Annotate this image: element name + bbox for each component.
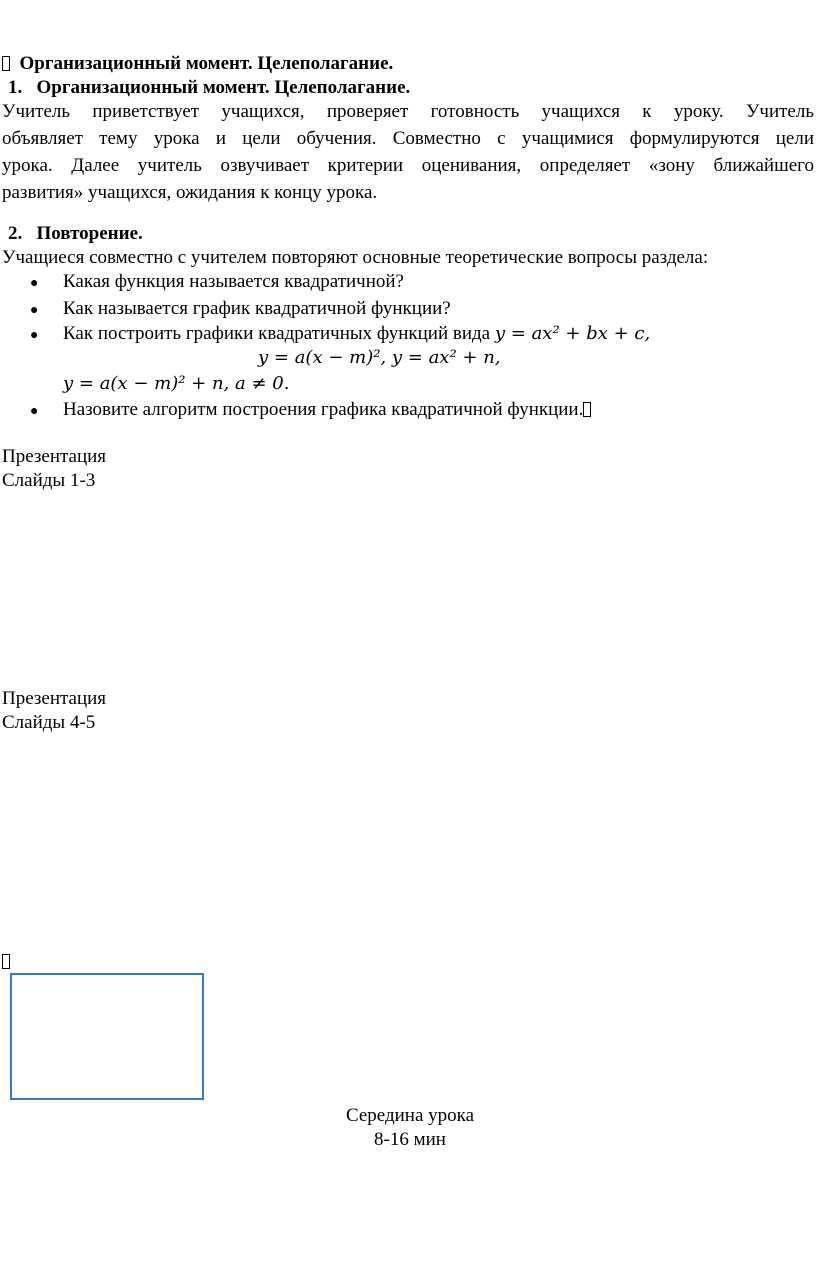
bullet-dot-icon: ● bbox=[30, 404, 39, 419]
bullet-dot-icon: ● bbox=[30, 276, 39, 291]
slides-note: Слайды 1-3 bbox=[2, 470, 96, 491]
formula: y = a(x − m)², y = ax² + n, bbox=[258, 347, 501, 368]
list-item-text: Назовите алгоритм построения графика квадратичной функции. bbox=[63, 399, 584, 420]
missing-glyph-icon bbox=[2, 56, 10, 71]
paragraph-line: развития» учащихся, ожидания к концу урока. bbox=[2, 182, 378, 203]
formula: y = ax² + bx + c, bbox=[494, 323, 651, 344]
section-title: Повторение. bbox=[36, 223, 143, 244]
missing-glyph-marker bbox=[2, 948, 10, 976]
section-number: 2. bbox=[8, 223, 23, 244]
timing-label: Середина урока bbox=[345, 1105, 475, 1126]
list-item: Какая функция называется квадратичной? bbox=[63, 271, 404, 292]
list-item-text: Как построить графики квадратичных функций вида bbox=[63, 323, 491, 344]
formula: y = a(x − m)² + n, a ≠ 0. bbox=[63, 373, 290, 394]
bullet-dot-icon: ● bbox=[30, 303, 39, 318]
paragraph-line: Учитель приветствует учащихся, проверяет готовность учащихся к уроку. Учитель bbox=[2, 101, 814, 122]
list-item bbox=[63, 396, 591, 424]
empty-frame bbox=[10, 973, 204, 1100]
section-title: Организационный момент. Целеполагание. bbox=[36, 77, 411, 98]
timing-value: 8-16 мин bbox=[374, 1129, 446, 1150]
missing-glyph-icon bbox=[583, 402, 591, 417]
paragraph-line: объявляет тему урока и цели обучения. Совместно с учащимися формулируются цели bbox=[2, 128, 814, 149]
bullet-dot-icon: ● bbox=[30, 328, 39, 343]
presentation-note: Презентация bbox=[2, 688, 107, 709]
paragraph-line: урока. Далее учитель озвучивает критерии оценивания, определяет «зону ближайшего bbox=[2, 155, 814, 176]
section-intro: Учащиеся совместно с учителем повторяют основные теоретические вопросы раздела: bbox=[2, 247, 709, 268]
presentation-note: Презентация bbox=[2, 446, 107, 467]
section-number: 1. bbox=[8, 77, 23, 98]
missing-glyph-icon bbox=[2, 954, 10, 969]
list-item: Как называется график квадратичной функции? bbox=[63, 298, 451, 319]
slides-note: Слайды 4-5 bbox=[2, 712, 96, 733]
section-title: Организационный момент. Целеполагание. bbox=[19, 53, 394, 74]
